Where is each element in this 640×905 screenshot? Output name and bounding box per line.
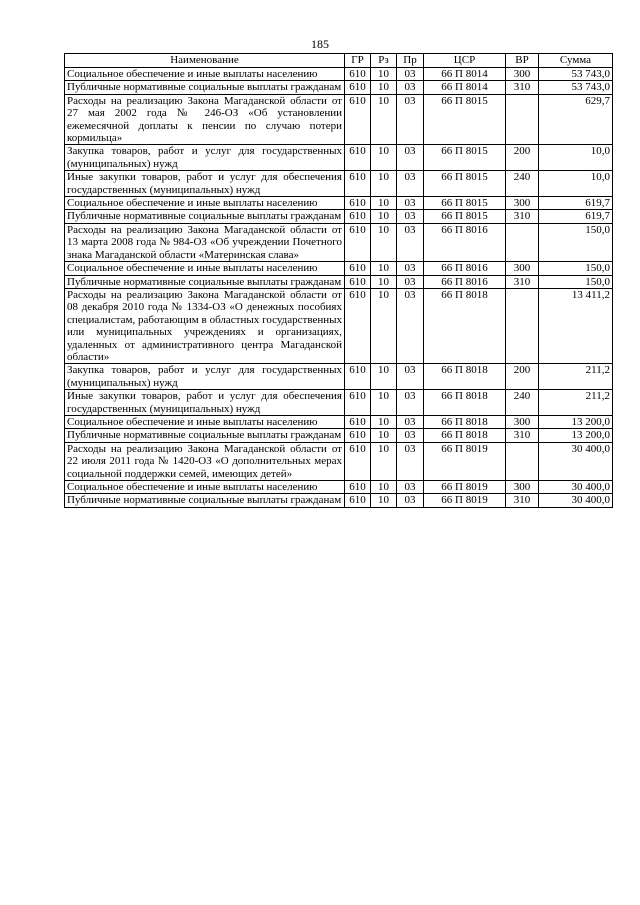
cell-gr: 610 [345,442,371,480]
cell-sum: 629,7 [539,94,613,145]
cell-csr: 66 П 8018 [424,429,506,442]
cell-sum: 10,0 [539,145,613,171]
cell-csr: 66 П 8018 [424,288,506,363]
cell-vr: 300 [506,415,539,428]
cell-rz: 10 [371,223,397,261]
table-row [65,68,613,81]
cell-pr: 03 [397,390,424,416]
cell-sum: 211,2 [539,390,613,416]
table-row [65,171,613,197]
cell-pr: 03 [397,171,424,197]
cell-csr: 66 П 8019 [424,481,506,494]
table-body [65,68,613,508]
cell-rz: 10 [371,275,397,288]
cell-sum: 30 400,0 [539,442,613,480]
cell-sum: 13 411,2 [539,288,613,363]
cell-pr: 03 [397,262,424,275]
cell-gr: 610 [345,481,371,494]
budget-table [64,53,613,508]
cell-name: Публичные нормативные социальные выплаты гражданам [65,494,345,507]
cell-gr: 610 [345,390,371,416]
cell-pr: 03 [397,442,424,480]
table-row [65,145,613,171]
cell-name: Расходы на реализацию Закона Магаданской области от 13 марта 2008 года № 984-ОЗ «Об учреждении Почетного знака Магаданской области «Материнская слава» [65,223,345,261]
cell-vr: 310 [506,429,539,442]
table-row [65,262,613,275]
cell-name: Публичные нормативные социальные выплаты гражданам [65,275,345,288]
cell-pr: 03 [397,481,424,494]
cell-sum: 30 400,0 [539,494,613,507]
cell-rz: 10 [371,415,397,428]
cell-vr: 200 [506,145,539,171]
cell-sum: 619,7 [539,197,613,210]
table-row [65,442,613,480]
cell-gr: 610 [345,171,371,197]
table-row [65,288,613,363]
cell-pr: 03 [397,81,424,94]
cell-csr: 66 П 8016 [424,223,506,261]
cell-vr: 300 [506,68,539,81]
cell-name: Расходы на реализацию Закона Магаданской области от 22 июля 2011 года № 1420-ОЗ «О дополнительных мерах социальной поддержки семей, имеющих детей» [65,442,345,480]
cell-rz: 10 [371,288,397,363]
cell-vr: 300 [506,262,539,275]
cell-sum: 53 743,0 [539,81,613,94]
table-row [65,390,613,416]
cell-pr: 03 [397,275,424,288]
cell-pr: 03 [397,288,424,363]
cell-csr: 66 П 8015 [424,210,506,223]
cell-rz: 10 [371,68,397,81]
cell-rz: 10 [371,210,397,223]
cell-sum: 150,0 [539,262,613,275]
cell-vr: 300 [506,481,539,494]
cell-gr: 610 [345,429,371,442]
cell-pr: 03 [397,145,424,171]
cell-csr: 66 П 8015 [424,197,506,210]
cell-gr: 610 [345,494,371,507]
header-rz: Рз [371,54,397,68]
cell-csr: 66 П 8019 [424,442,506,480]
cell-csr: 66 П 8016 [424,262,506,275]
cell-rz: 10 [371,81,397,94]
cell-name: Публичные нормативные социальные выплаты гражданам [65,429,345,442]
cell-rz: 10 [371,390,397,416]
table-row [65,197,613,210]
table-row [65,429,613,442]
header-pr: Пр [397,54,424,68]
cell-pr: 03 [397,94,424,145]
cell-vr: 310 [506,210,539,223]
cell-vr: 310 [506,275,539,288]
cell-rz: 10 [371,171,397,197]
cell-csr: 66 П 8018 [424,415,506,428]
cell-vr: 310 [506,494,539,507]
page-number: 185 [311,37,329,51]
cell-pr: 03 [397,68,424,81]
cell-rz: 10 [371,262,397,275]
table-row [65,494,613,507]
cell-rz: 10 [371,364,397,390]
cell-csr: 66 П 8015 [424,145,506,171]
cell-rz: 10 [371,94,397,145]
table-row [65,275,613,288]
cell-pr: 03 [397,494,424,507]
cell-sum: 150,0 [539,275,613,288]
cell-rz: 10 [371,197,397,210]
cell-csr: 66 П 8014 [424,68,506,81]
cell-sum: 13 200,0 [539,429,613,442]
table-row [65,481,613,494]
cell-sum: 13 200,0 [539,415,613,428]
cell-rz: 10 [371,442,397,480]
cell-gr: 610 [345,288,371,363]
cell-gr: 610 [345,415,371,428]
cell-csr: 66 П 8015 [424,171,506,197]
cell-gr: 610 [345,197,371,210]
cell-rz: 10 [371,481,397,494]
cell-name: Социальное обеспечение и иные выплаты населению [65,481,345,494]
cell-name: Закупка товаров, работ и услуг для государственных (муниципальных) нужд [65,145,345,171]
cell-rz: 10 [371,494,397,507]
cell-name: Социальное обеспечение и иные выплаты населению [65,68,345,81]
cell-name: Иные закупки товаров, работ и услуг для обеспечения государственных (муниципальных) нужд [65,390,345,416]
cell-name: Социальное обеспечение и иные выплаты населению [65,197,345,210]
cell-rz: 10 [371,145,397,171]
cell-gr: 610 [345,81,371,94]
cell-name: Расходы на реализацию Закона Магаданской области от 27 мая 2002 года № 246-ОЗ «Об установлении ежемесячной доплаты к пенсии по случаю потери кормильца» [65,94,345,145]
cell-csr: 66 П 8015 [424,94,506,145]
cell-pr: 03 [397,223,424,261]
cell-sum: 53 743,0 [539,68,613,81]
cell-pr: 03 [397,364,424,390]
cell-csr: 66 П 8016 [424,275,506,288]
cell-vr: 240 [506,171,539,197]
header-csr: ЦСР [424,54,506,68]
table-header-row [65,54,613,68]
cell-vr [506,223,539,261]
cell-vr [506,288,539,363]
cell-pr: 03 [397,210,424,223]
table-row [65,210,613,223]
cell-gr: 610 [345,223,371,261]
cell-name: Социальное обеспечение и иные выплаты населению [65,415,345,428]
cell-name: Закупка товаров, работ и услуг для государственных (муниципальных) нужд [65,364,345,390]
cell-sum: 211,2 [539,364,613,390]
cell-gr: 610 [345,145,371,171]
cell-name: Публичные нормативные социальные выплаты гражданам [65,81,345,94]
cell-gr: 610 [345,68,371,81]
cell-vr: 300 [506,197,539,210]
cell-pr: 03 [397,429,424,442]
header-vr: ВР [506,54,539,68]
cell-sum: 30 400,0 [539,481,613,494]
table-row [65,223,613,261]
table-row [65,81,613,94]
cell-csr: 66 П 8019 [424,494,506,507]
cell-pr: 03 [397,415,424,428]
cell-vr [506,442,539,480]
cell-sum: 10,0 [539,171,613,197]
table-row [65,415,613,428]
cell-sum: 150,0 [539,223,613,261]
cell-sum: 619,7 [539,210,613,223]
cell-vr: 240 [506,390,539,416]
cell-name: Расходы на реализацию Закона Магаданской области от 08 декабря 2010 года № 1334-ОЗ «О денежных пособиях специалистам, работающим в областных государственных или муниципальных учреждениях и организациях, удаленных от административного центра Магаданской области» [65,288,345,363]
cell-gr: 610 [345,210,371,223]
cell-rz: 10 [371,429,397,442]
cell-vr: 200 [506,364,539,390]
cell-gr: 610 [345,262,371,275]
cell-name: Публичные нормативные социальные выплаты гражданам [65,210,345,223]
cell-name: Социальное обеспечение и иные выплаты населению [65,262,345,275]
cell-gr: 610 [345,94,371,145]
header-gr: ГР [345,54,371,68]
table-row [65,364,613,390]
cell-csr: 66 П 8018 [424,390,506,416]
cell-name: Иные закупки товаров, работ и услуг для обеспечения государственных (муниципальных) нужд [65,171,345,197]
cell-csr: 66 П 8018 [424,364,506,390]
cell-gr: 610 [345,364,371,390]
cell-pr: 03 [397,197,424,210]
cell-csr: 66 П 8014 [424,81,506,94]
header-name: Наименование [65,54,345,68]
cell-vr [506,94,539,145]
cell-vr: 310 [506,81,539,94]
cell-gr: 610 [345,275,371,288]
header-sum: Сумма [539,54,613,68]
table-row [65,94,613,145]
